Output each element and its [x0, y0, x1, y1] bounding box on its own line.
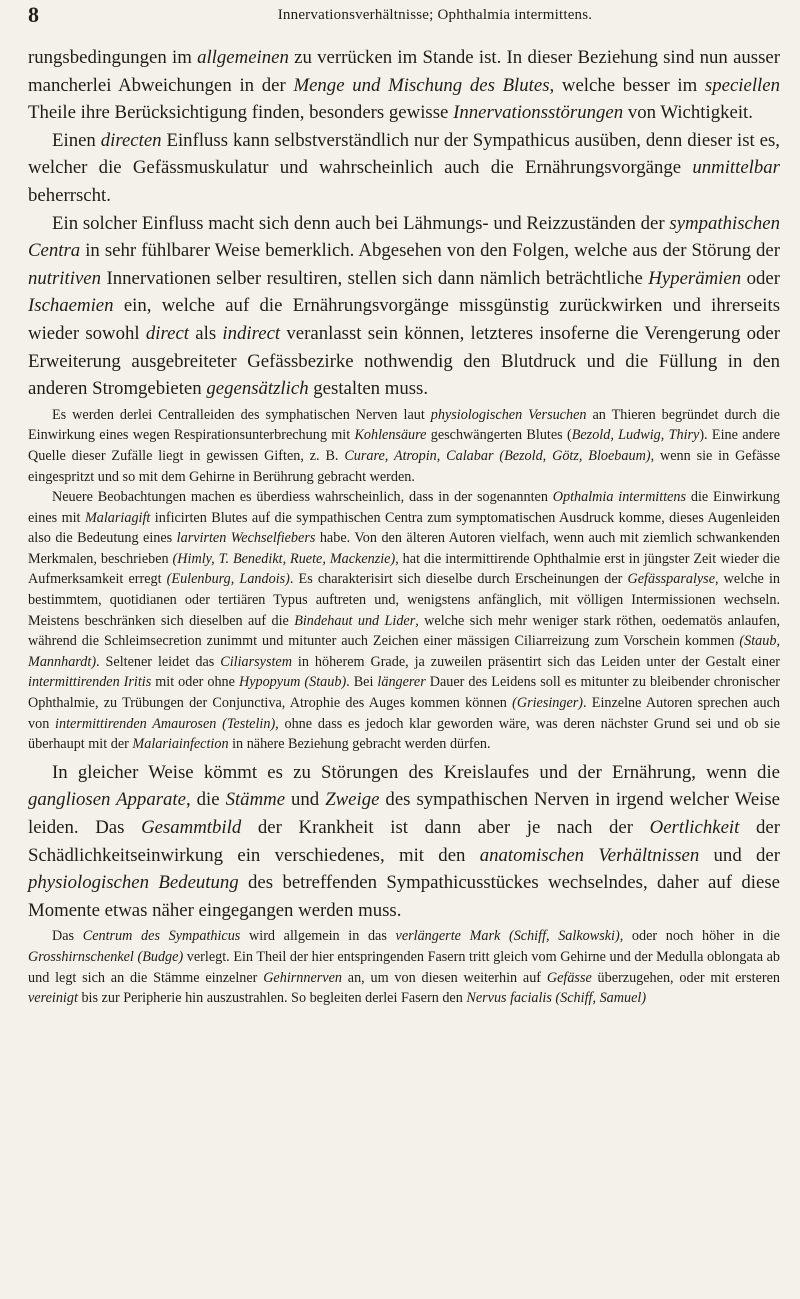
text-run: veranlasst sein können, letzteres insoferne die Verengerung oder Erweiterung ausgebreiteter Gefässbezirke nothwendig den Blutdruck und die Füllung in den anderen Stromgebieten: [28, 322, 780, 400]
text-run: ein, welche auf die Ernährungsvorgänge missgünstig zurückwirken und ihrerseits wieder sowohl: [28, 295, 780, 344]
text-run: mit oder ohne: [151, 674, 239, 691]
italic-run: Oertlichkeit: [649, 817, 740, 838]
italic-run: Innervationsstörungen: [453, 102, 624, 124]
footnote-paragraph: [28, 405, 780, 487]
italic-run: Ischaemien: [28, 295, 114, 317]
text-run: , wenn sie in Gefässe eingespritzt und so mit dem Gehirne in Berührung gebracht werden.: [28, 447, 780, 485]
text-run: oder: [741, 267, 780, 289]
italic-run: gegensätzlich: [206, 378, 309, 400]
running-title: Innervationsverhältnisse; Ophthalmia intermittens.: [277, 7, 593, 23]
text-run: des sympathischen Nerven in irgend welcher Weise leiden. Das: [28, 789, 781, 838]
text-run: , welche in bestimmtem, quotidianen oder tertiären Typus auftreten und, wenigstens anfänglich, mit völligen Intermissionen wechseln. Meistens beschränken sich dieselben auf die: [28, 571, 781, 629]
italic-run: nutritiven: [28, 267, 102, 289]
text-run: die Einwirkung eines mit: [28, 489, 780, 526]
body-text: [28, 44, 780, 1009]
footnote-paragraph: [28, 487, 780, 755]
italic-run: Kohlensäure: [354, 427, 427, 444]
italic-run: speciellen: [704, 74, 780, 96]
italic-run: sympathischen Centra: [28, 212, 780, 262]
text-run: an Thieren begründet durch die Einwirkung eines wegen Respirationsunterbrechung mit: [28, 406, 780, 444]
italic-run: Malariainfection: [132, 736, 229, 753]
italic-run: Gefässparalyse: [627, 571, 715, 588]
text-run: , oder noch höher in die: [619, 928, 780, 945]
text-run: der Krankheit ist dann aber je nach der: [241, 817, 650, 838]
text-run: geschwängerten Blutes (: [426, 427, 572, 444]
text-run: , die: [185, 789, 226, 811]
text-run: , ohne dass es jedoch klar geworden wäre, was deren nächster Grund sei und ob sie überhaupt mit der: [28, 715, 780, 753]
text-run: in nähere Beziehung gebracht werden dürfen.: [228, 736, 491, 753]
italic-run: direct: [145, 322, 190, 344]
text-run: rungsbedingungen im: [28, 47, 198, 68]
italic-run: Bezold, Ludwig, Thiry: [571, 427, 700, 444]
body-paragraph: [28, 127, 780, 210]
footnote-paragraph: [28, 926, 780, 1008]
italic-run: Bindehaut und Lider: [294, 612, 416, 629]
text-run: gestalten muss.: [308, 378, 429, 400]
italic-run: Nervus facialis (Schiff, Samuel): [466, 990, 647, 1007]
text-run: In gleicher Weise kömmt es zu Störungen des Kreislaufes und der Ernährung, wenn die: [52, 761, 780, 783]
text-run: Es werden derlei Centralleiden des symphatischen Nerven laut: [52, 406, 431, 423]
text-run: und: [285, 789, 326, 811]
italic-run: Stämme: [225, 789, 286, 811]
text-run: Einfluss kann selbstverständlich nur der Sympathicus ausüben, denn dieser ist es, welcher die Gefässmuskulatur und wahrscheinlich auch die Ernährungsvorgänge: [28, 129, 780, 179]
italic-run: (Himly, T. Benedikt, Ruete, Mackenzie): [172, 550, 396, 567]
italic-run: längerer: [377, 674, 426, 691]
italic-run: allgemeinen: [197, 47, 289, 68]
italic-run: Menge und Mischung des Blutes,: [293, 74, 555, 96]
text-run: Ein solcher Einfluss macht sich denn auch bei Lähmungs- und Reizzuständen der: [52, 212, 670, 234]
body-paragraph: [28, 44, 780, 127]
italic-run: intermittirenden Iritis: [28, 674, 152, 691]
text-run: überzugehen, oder mit ersteren: [591, 969, 780, 986]
italic-run: Gesammtbild: [141, 817, 242, 838]
text-run: verlegt. Ein Theil der hier entspringenden Fasern tritt gleich vom Gehirne und der Medulla oblongata ab und legt sich an die Stämme einzelner: [28, 948, 780, 986]
italic-run: Hypopyum (Staub): [238, 674, 347, 691]
italic-run: Curare, Atropin, Calabar (Bezold, Götz, Bloebaum): [344, 447, 651, 464]
italic-run: (Griesinger): [512, 695, 584, 712]
text-run: von Wichtigkeit.: [623, 102, 753, 124]
italic-run: physiologischen Bedeutung: [28, 872, 239, 894]
text-run: des betreffenden Sympathicusstückes wechselndes, daher auf diese Momente etwas näher eingegangen werden muss.: [28, 872, 780, 921]
text-run: und der: [699, 844, 780, 866]
text-run: Dauer des Leidens soll es mitunter zu bleibender chronischer Ophthalmie, zu Trübungen der Conjunctiva, Atrophie des Auges kommen können: [28, 674, 780, 712]
italic-run: Gehirnnerven: [263, 969, 342, 986]
text-run: . Einzelne Autoren sprechen auch von: [28, 695, 780, 732]
text-run: als: [189, 322, 223, 344]
text-run: welche besser im: [554, 74, 705, 96]
italic-run: physiologischen Versuchen: [430, 406, 587, 423]
italic-run: Opthalmia intermittens: [552, 489, 687, 506]
text-run: Innervationen selber resultiren, stellen sich dann nämlich beträchtliche: [101, 267, 649, 289]
text-run: Theile ihre Berücksichtigung finden, besonders gewisse: [28, 102, 454, 124]
italic-run: Ciliarsystem: [220, 653, 292, 670]
text-run: in höherem Grade, ja zuweilen präsentirt sich das Leiden unter der Gestalt einer: [291, 653, 780, 670]
italic-run: indirect: [222, 322, 281, 344]
body-paragraph: [28, 210, 780, 403]
text-run: . Es charakterisirt sich dieselbe durch Erscheinungen der: [289, 571, 628, 588]
text-run: . Bei: [346, 674, 378, 691]
text-run: in sehr fühlbarer Weise bemerklich. Abgesehen von den Folgen, welche aus der Störung der: [80, 240, 780, 262]
italic-run: gangliosen Apparate: [28, 789, 186, 811]
text-run: Einen: [52, 129, 101, 151]
text-run: , hat die intermittirende Ophthalmie erst in jüngster Zeit wieder die Aufmerksamkeit erregt: [28, 550, 780, 588]
italic-run: Grosshirnschenkel (Budge): [28, 948, 184, 965]
italic-run: (Staub, Mannhardt): [28, 633, 780, 670]
text-run: an, um von diesen weiterhin auf: [341, 969, 547, 986]
italic-run: unmittelbar: [692, 157, 780, 179]
italic-run: (Eulenburg, Landois): [166, 571, 290, 588]
text-run: habe. Von den älteren Autoren vielfach, wenn auch mit ziemlich schwankenden Merkmalen, beschrieben: [28, 530, 780, 567]
text-run: der Schädlichkeitseinwirkung ein verschiedenes, mit den: [28, 817, 780, 866]
text-run: , welche sich mehr weniger stark röthen, oedematös anlaufen, während die Schleimsecretion zunimmt und mitunter auch Zeichen einer mässigen Ciliarreizung zum Vorschein kommen: [28, 612, 781, 650]
page-number: 8: [28, 2, 39, 27]
italic-run: larvirten Wechselfiebers: [176, 530, 316, 547]
italic-run: Centrum des Sympathicus: [82, 928, 241, 945]
italic-run: verlängerte Mark (Schiff, Salkowski): [395, 928, 620, 945]
body-paragraph: [28, 759, 780, 925]
text-run: bis zur Peripherie hin auszustrahlen. So begleiten derlei Fasern den: [77, 990, 467, 1007]
text-run: zu verrücken im Stande ist. In dieser Beziehung sind nun ausser mancherlei Abweichungen in der: [28, 47, 781, 96]
italic-run: Hyperämien: [648, 267, 742, 289]
italic-run: directen: [100, 129, 162, 151]
text-run: Neuere Beobachtungen machen es überdiess wahrscheinlich, dass in der sogenannten: [52, 489, 553, 506]
text-run: inficirten Blutes auf die sympathischen Centra zum symptomatischen Ausdruck komme, dieses Augenleiden also die Bedeutung eines: [28, 509, 780, 547]
text-run: wird allgemein in das: [240, 928, 396, 945]
text-run: . Seltener leidet das: [96, 653, 221, 670]
text-run: beherrscht.: [28, 184, 111, 206]
italic-run: Gefässe: [546, 969, 592, 986]
italic-run: vereinigt: [28, 990, 78, 1007]
italic-run: Malariagift: [84, 509, 151, 526]
italic-run: anatomischen Verhältnissen: [479, 844, 700, 866]
italic-run: Zweige: [325, 789, 380, 811]
text-run: ). Eine andere Quelle dieser Zufälle liegt in gewissen Giften, z. B.: [28, 427, 780, 464]
italic-run: intermittirenden Amaurosen (Testelin): [55, 715, 276, 732]
text-run: Das: [52, 928, 83, 945]
